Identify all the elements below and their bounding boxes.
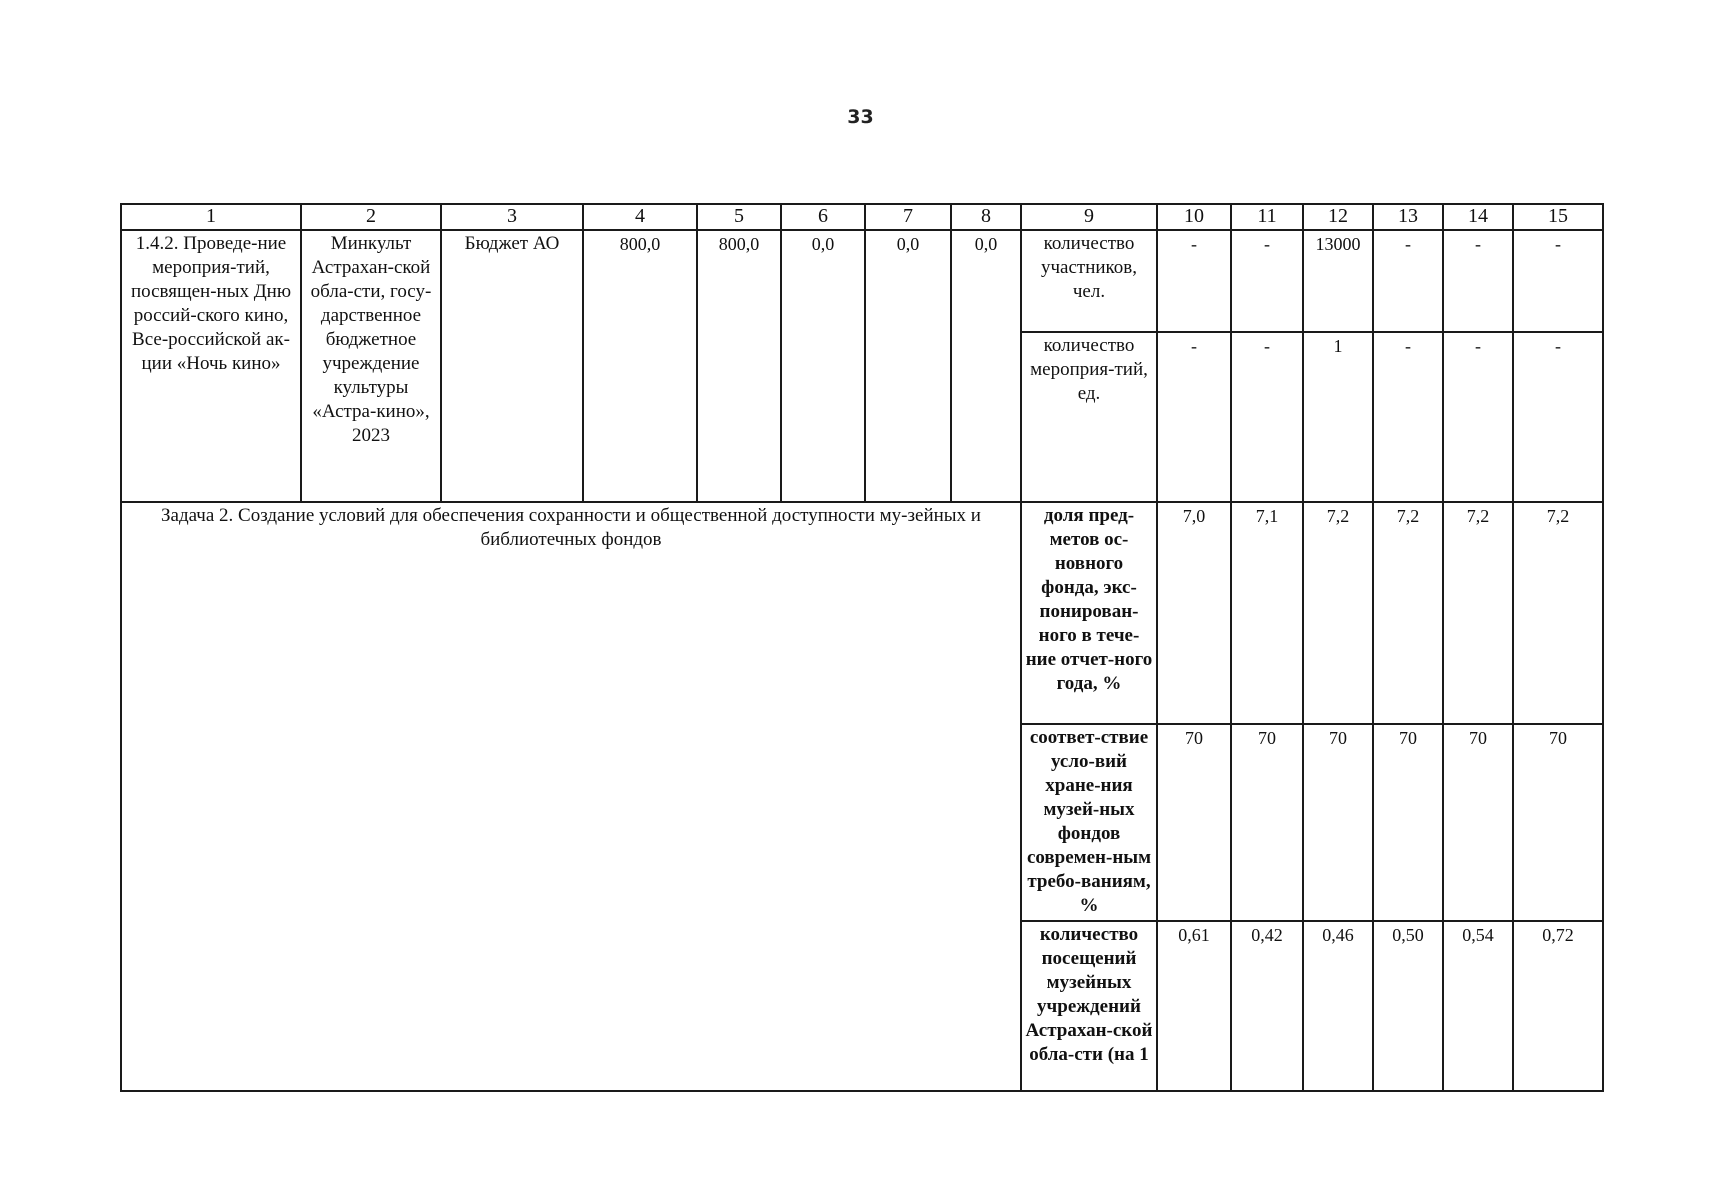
indicator-value: - xyxy=(1231,230,1303,332)
indicator-name: количество участников, чел. xyxy=(1021,230,1157,332)
column-number: 10 xyxy=(1157,204,1231,230)
indicator-value: - xyxy=(1443,332,1513,502)
indicator-value: 0,50 xyxy=(1373,921,1443,1091)
indicator-value: 7,2 xyxy=(1373,502,1443,724)
column-number: 14 xyxy=(1443,204,1513,230)
column-number: 12 xyxy=(1303,204,1373,230)
column-number: 6 xyxy=(781,204,865,230)
indicator-value: - xyxy=(1373,230,1443,332)
program-table xyxy=(120,203,1604,1092)
indicator-value: - xyxy=(1513,230,1603,332)
activity-name: 1.4.2. Проведе-ние мероприя-тий, посвящен-ных Дню россий-ского кино, Все-российской ак-ции «Ночь кино» xyxy=(121,230,301,502)
indicator-value: 0,72 xyxy=(1513,921,1603,1091)
indicator-value: - xyxy=(1157,230,1231,332)
indicator-value: 0,42 xyxy=(1231,921,1303,1091)
indicator-value: 7,0 xyxy=(1157,502,1231,724)
indicator-value: 70 xyxy=(1373,724,1443,921)
column-number: 4 xyxy=(583,204,697,230)
indicator-name: соответ-ствие усло-вий хране-ния музей-ных фондов современ-ным требо-ваниям, % xyxy=(1021,724,1157,921)
funding-col8: 0,0 xyxy=(951,230,1021,502)
indicator-value: 70 xyxy=(1513,724,1603,921)
indicator-value: 0,61 xyxy=(1157,921,1231,1091)
funding-col6: 0,0 xyxy=(781,230,865,502)
indicator-value: 70 xyxy=(1157,724,1231,921)
indicator-value: - xyxy=(1373,332,1443,502)
indicator-value: - xyxy=(1157,332,1231,502)
column-number: 7 xyxy=(865,204,951,230)
indicator-value: 70 xyxy=(1443,724,1513,921)
funding-col5: 800,0 xyxy=(697,230,781,502)
indicator-value: 7,2 xyxy=(1303,502,1373,724)
column-number: 13 xyxy=(1373,204,1443,230)
column-number: 8 xyxy=(951,204,1021,230)
indicator-value: 13000 xyxy=(1303,230,1373,332)
funding-col7: 0,0 xyxy=(865,230,951,502)
column-number: 11 xyxy=(1231,204,1303,230)
indicator-value: 7,1 xyxy=(1231,502,1303,724)
column-number-row xyxy=(121,204,1603,230)
page-number: 33 xyxy=(847,106,874,128)
indicator-value: 70 xyxy=(1231,724,1303,921)
indicator-value: 0,46 xyxy=(1303,921,1373,1091)
indicator-name: количество мероприя-тий, ед. xyxy=(1021,332,1157,502)
indicator-name: доля пред-метов ос-новного фонда, экс-понирован-ного в тече-ние отчет-ного года, % xyxy=(1021,502,1157,724)
task-row xyxy=(121,502,1603,724)
task-description: Задача 2. Создание условий для обеспечения сохранности и общественной доступности му-зейных и библиотечных фондов xyxy=(121,502,1021,1091)
column-number: 5 xyxy=(697,204,781,230)
indicator-value: - xyxy=(1231,332,1303,502)
funding-source: Бюджет АО xyxy=(441,230,583,502)
column-number: 3 xyxy=(441,204,583,230)
indicator-value: - xyxy=(1443,230,1513,332)
activity-row xyxy=(121,230,1603,332)
indicator-value: 1 xyxy=(1303,332,1373,502)
indicator-value: 70 xyxy=(1303,724,1373,921)
indicator-value: 7,2 xyxy=(1443,502,1513,724)
column-number: 9 xyxy=(1021,204,1157,230)
indicator-name: количество посещений музейных учреждений Астрахан-ской обла-сти (на 1 xyxy=(1021,921,1157,1091)
funding-col4: 800,0 xyxy=(583,230,697,502)
indicator-value: - xyxy=(1513,332,1603,502)
indicator-value: 7,2 xyxy=(1513,502,1603,724)
column-number: 15 xyxy=(1513,204,1603,230)
column-number: 2 xyxy=(301,204,441,230)
column-number: 1 xyxy=(121,204,301,230)
indicator-value: 0,54 xyxy=(1443,921,1513,1091)
activity-executor: Минкульт Астрахан-ской обла-сти, госу-дарственное бюджетное учреждение культуры «Астра-кино», 2023 xyxy=(301,230,441,502)
